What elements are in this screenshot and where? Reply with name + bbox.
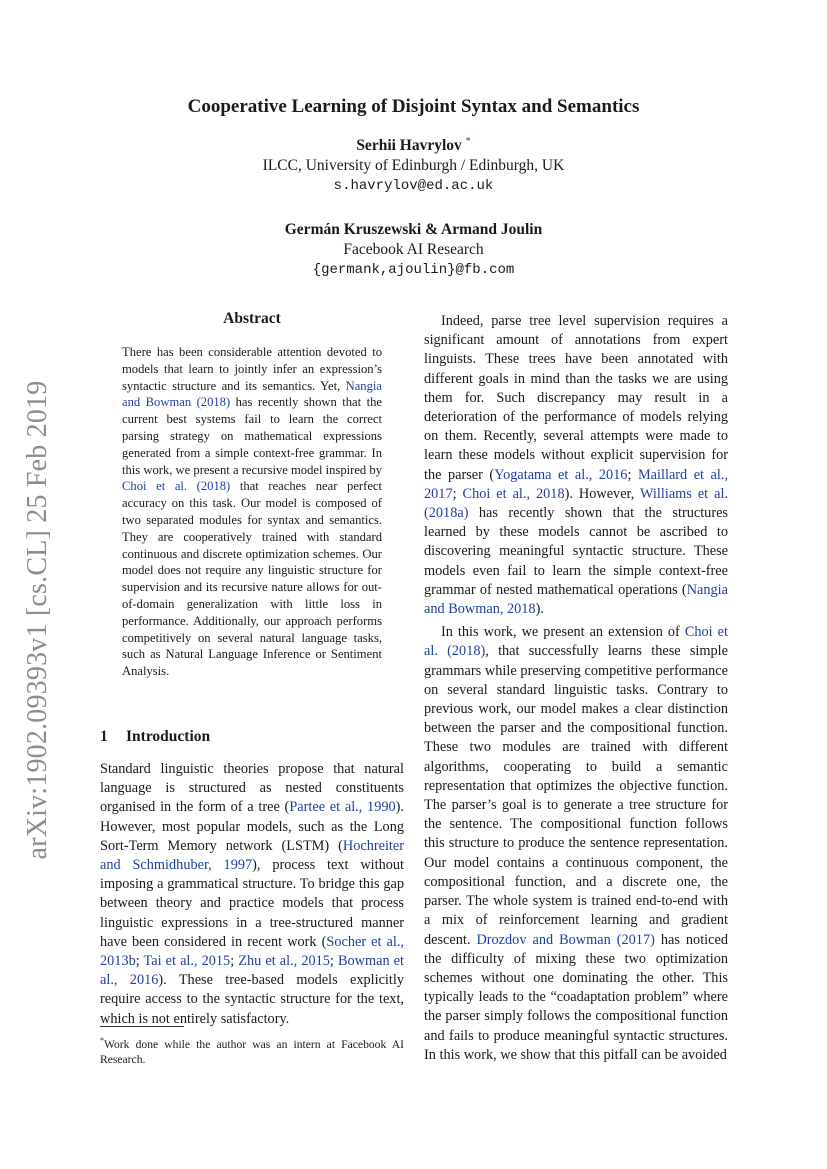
- abstract-heading: Abstract: [223, 310, 281, 327]
- body-text: ;: [627, 466, 638, 483]
- body-text: ;: [329, 953, 338, 970]
- body-text: ). However, most popular models, such as the Long Sort-Term Memory network (LSTM) (: [100, 799, 404, 854]
- arxiv-identifier-stamp: [0, 0, 60, 1169]
- abstract-body: [122, 344, 382, 680]
- citation-link[interactable]: Nangia and Bowman, 2018: [424, 581, 728, 618]
- citation-link[interactable]: Choi et al., 2018: [462, 485, 565, 502]
- abstract-text: that reaches near perfect accuracy on this task. Our model is composed of two separated modules for syntax and semantics. They are cooperatively trained with standard continuous and discrete optimization schemes. Our model does not require any linguistic structure for supervision and its recursive nature allows for out-of-domain generalization with little loss in performance. Additionally, our approach performs competitively on several natural language tasks, such as Natural Language Inference or Sentiment Analysis.: [122, 479, 383, 679]
- author-2-email: {germank,ajoulin}@fb.com: [312, 262, 515, 278]
- abstract-text: There has been considerable attention devoted to models that learn to jointly infer an expression’s syntactic structure and its semantics. Yet,: [122, 345, 382, 393]
- body-text: Indeed, parse tree level supervision requires a significant amount of annotations from expert linguists. These trees have been annotated with different goals in mind than the tasks we are using them for. Such discrepancy may result in a deterioration of the performance of models relying on them. Recently, several attempts were made to learn these models without explicit supervision for the parser (: [424, 313, 728, 483]
- body-text: ).: [535, 601, 544, 618]
- citation-link[interactable]: Zhu et al., 2015: [238, 953, 330, 970]
- section-heading-introduction: [100, 728, 210, 746]
- citation-link[interactable]: Nangia and Bowman (2018): [122, 378, 382, 410]
- section-number: 1: [100, 728, 108, 745]
- author-1-name-text: Serhii Havrylov: [356, 137, 462, 155]
- paragraph-this-work: [424, 623, 728, 1065]
- body-text: ;: [230, 953, 239, 970]
- citation-link[interactable]: Bowman et al., 2016: [100, 953, 405, 989]
- footnote: [100, 1033, 404, 1068]
- body-text: ;: [135, 953, 144, 970]
- body-text: In this work, we present an extension of: [441, 624, 685, 641]
- citation-link[interactable]: Maillard et al., 2017: [424, 466, 729, 502]
- citation-link[interactable]: Choi et al. (2018): [122, 479, 231, 494]
- author-2-names: Germán Kruszewski & Armand Joulin: [284, 221, 543, 238]
- citation-link[interactable]: Williams et al. (2018a): [424, 485, 728, 522]
- citation-link[interactable]: Tai et al., 2015: [143, 953, 231, 970]
- right-column: [424, 312, 728, 1065]
- citation-link[interactable]: Drozdov and Bowman (2017): [476, 931, 655, 948]
- author-1-email: s.havrylov@ed.ac.uk: [333, 178, 494, 194]
- paper-title: Cooperative Learning of Disjoint Syntax and Semantics: [187, 96, 640, 117]
- body-text: has recently shown that the structures learned by these models cannot be ascribed to discovering meaningful syntactic structure. These models even fail to learn the simple context-free grammar of nested mathematical operations (: [424, 505, 728, 598]
- citation-link[interactable]: Partee et al., 1990: [289, 799, 396, 816]
- footnote-mark: *: [100, 1036, 104, 1045]
- footnote-rule: [100, 1026, 184, 1027]
- body-text: Standard linguistic theories propose that natural language is structured as nested constituents organised in the form of a tree (: [100, 761, 404, 816]
- abstract-text: has recently shown that the current best systems fail to learn the correct parsing strategy on mathematical expressions generated from a simple context-free grammar. In this work, we present a recursive model inspired by: [122, 395, 382, 477]
- author-1-footnote-mark[interactable]: *: [465, 136, 471, 147]
- citation-link[interactable]: Choi et al. (2018): [424, 624, 728, 660]
- intro-paragraph: [100, 760, 404, 1029]
- author-1-name: [0, 136, 827, 155]
- body-text: ), process text without imposing a grammatical structure. To bridge this gap between theory and practice models that process linguistic expressions in a tree-structured manner have been considered in recent work (: [100, 857, 405, 950]
- body-text: ). These tree-based models explicitly require access to the syntactic structure for the text, which is not entirely satisfactory.: [100, 972, 405, 1027]
- section-title: Introduction: [126, 728, 211, 745]
- footnote-text: Work done while the author was an intern at Facebook AI Research.: [100, 1037, 404, 1067]
- body-text: , that successfully learns these simple grammars while preserving competitive performance on several standard linguistic tasks. Contrary to previous work, our model makes a clear distinction between the parser and the compositional function. These two modules are trained with different algorithms, cooperating to build a semantic representation that optimizes the objective function. The parser’s goal is to generate a tree structure for the sentence. The compositional function follows this structure to produce the sentence representation. Our model contains a continuous component, the compositional function, and a discrete one, the parser. The whole system is trained end-to-end with a mix of reinforcement learning and gradient descent.: [424, 643, 728, 948]
- body-text: ). However,: [564, 485, 641, 502]
- body-text: ;: [452, 485, 463, 502]
- author-2-affiliation: Facebook AI Research: [343, 241, 484, 258]
- citation-link[interactable]: Socher et al., 2013b: [100, 933, 404, 970]
- author-1-affiliation: ILCC, University of Edinburgh / Edinburgh, UK: [262, 157, 565, 174]
- arxiv-identifier-text: arXiv:1902.09393v1 [cs.CL] 25 Feb 2019: [22, 380, 53, 860]
- citation-link[interactable]: Yogatama et al., 2016: [494, 466, 628, 483]
- body-text: has noticed the difficulty of mixing these two optimization schemes without one dominating the other. This typically leads to the “coadaptation problem” where the parser simply follows the compositional function and fails to produce meaningful syntactic structures. In this work, we show that this pitfall can be avoided: [424, 931, 728, 1063]
- paragraph-supervision: [424, 312, 728, 619]
- citation-link[interactable]: Hochreiter and Schmidhuber, 1997: [100, 837, 404, 874]
